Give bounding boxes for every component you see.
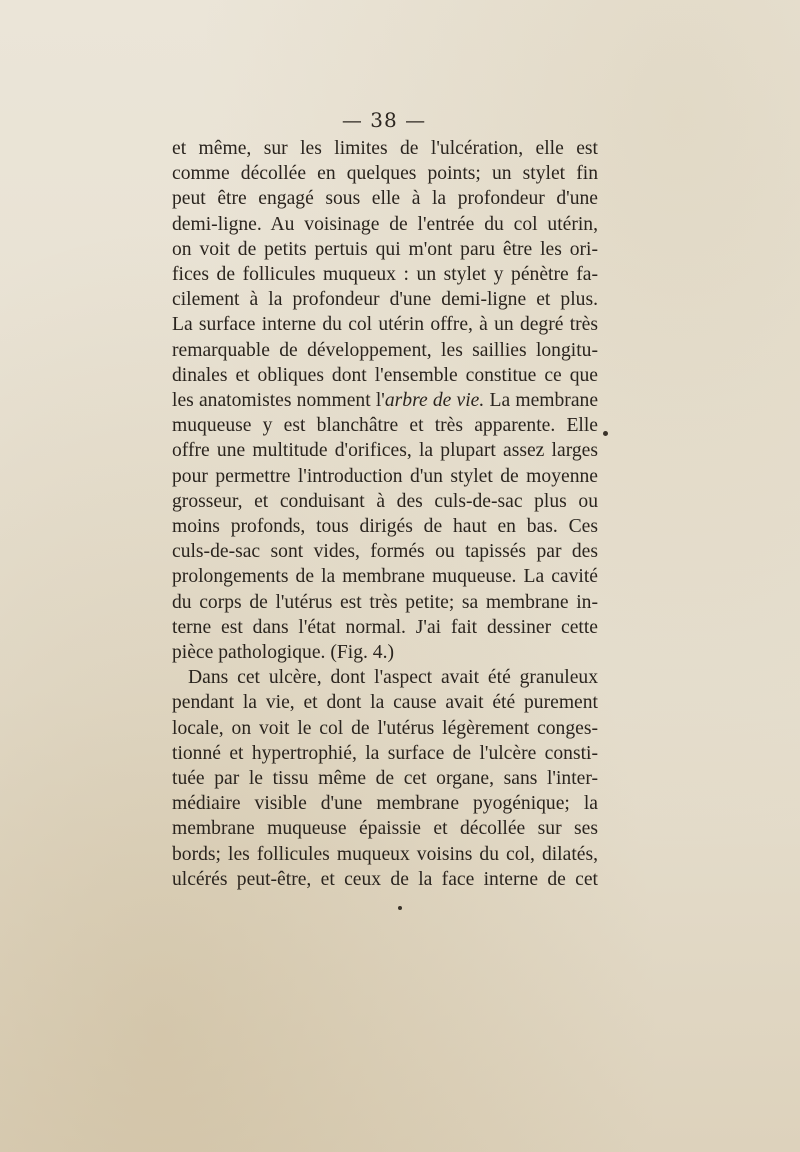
italic-term: arbre de vie. [384, 390, 485, 412]
text-line: membrane muqueuse épaissie et décollée sur ses [172, 818, 598, 840]
text-line: fices de follicules muqueux : un stylet y pénètre fa- [172, 264, 598, 286]
text-line: et même, sur les limites de l'ulcération, elle est [172, 138, 598, 159]
text-line: remarquable de développement, les saillies longitu- [172, 339, 598, 361]
text-line: peut être engagé sous elle à la profondeur d'une [172, 188, 598, 210]
page-number: — 38 — [341, 108, 427, 132]
text-line: pièce pathologique. (Fig. 4.) [172, 642, 395, 664]
text-line: prolongements de la membrane muqueuse. La cavité [172, 566, 598, 588]
text-line: culs-de-sac sont vides, formés ou tapissés par des [172, 541, 598, 563]
text-line: demi-ligne. Au voisinage de l'entrée du col utérin, [172, 213, 598, 235]
text-line: du corps de l'utérus est très petite; sa membrane in- [172, 591, 598, 613]
text-line: pour permettre l'introduction d'un stylet de moyenne [172, 465, 598, 487]
text-line: tionné et hypertrophié, la surface de l'ulcère consti- [172, 742, 598, 764]
text-line: dinales et obliques dont l'ensemble constitue ce que [172, 364, 598, 386]
text-line: cilement à la profondeur d'une demi-ligne et plus. [172, 289, 598, 311]
text-line: ulcérés peut-être, et ceux de la face interne de cet [172, 868, 598, 890]
text-line: offre une multitude d'orifices, la plupart assez larges [172, 440, 598, 462]
text-line: médiaire visible d'une membrane pyogénique; la [172, 793, 598, 815]
paragraph-1 [172, 136, 598, 665]
text-line-with-italic [172, 388, 598, 413]
text-segment: les anatomistes nomment l' [172, 390, 385, 412]
body-text [172, 136, 598, 892]
text-line: locale, on voit le col de l'utérus légèrement conges- [172, 717, 598, 739]
text-line: Dans cet ulcère, dont l'aspect avait été granuleux [188, 667, 598, 689]
ink-speck [398, 906, 402, 910]
text-line: grosseur, et conduisant à des culs-de-sac plus ou [172, 490, 598, 512]
text-line: La surface interne du col utérin offre, à un degré très [172, 314, 598, 336]
text-line: tuée par le tissu même de cet organe, sans l'inter- [172, 768, 598, 790]
ink-speck [603, 431, 608, 436]
text-segment: La membrane [484, 390, 599, 412]
text-line: muqueuse y est blanchâtre et très apparente. Elle [172, 415, 598, 437]
text-line: pendant la vie, et dont la cause avait été purement [172, 692, 598, 714]
text-line: comme décollée en quelques points; un stylet fin [172, 163, 598, 185]
text-line: bords; les follicules muqueux voisins du col, dilatés, [172, 843, 598, 865]
paragraph-2 [172, 665, 598, 892]
text-line: terne est dans l'état normal. J'ai fait dessiner cette [172, 616, 598, 638]
text-line: on voit de petits pertuis qui m'ont paru être les ori- [172, 238, 598, 260]
text-line: moins profonds, tous dirigés de haut en bas. Ces [172, 516, 598, 538]
